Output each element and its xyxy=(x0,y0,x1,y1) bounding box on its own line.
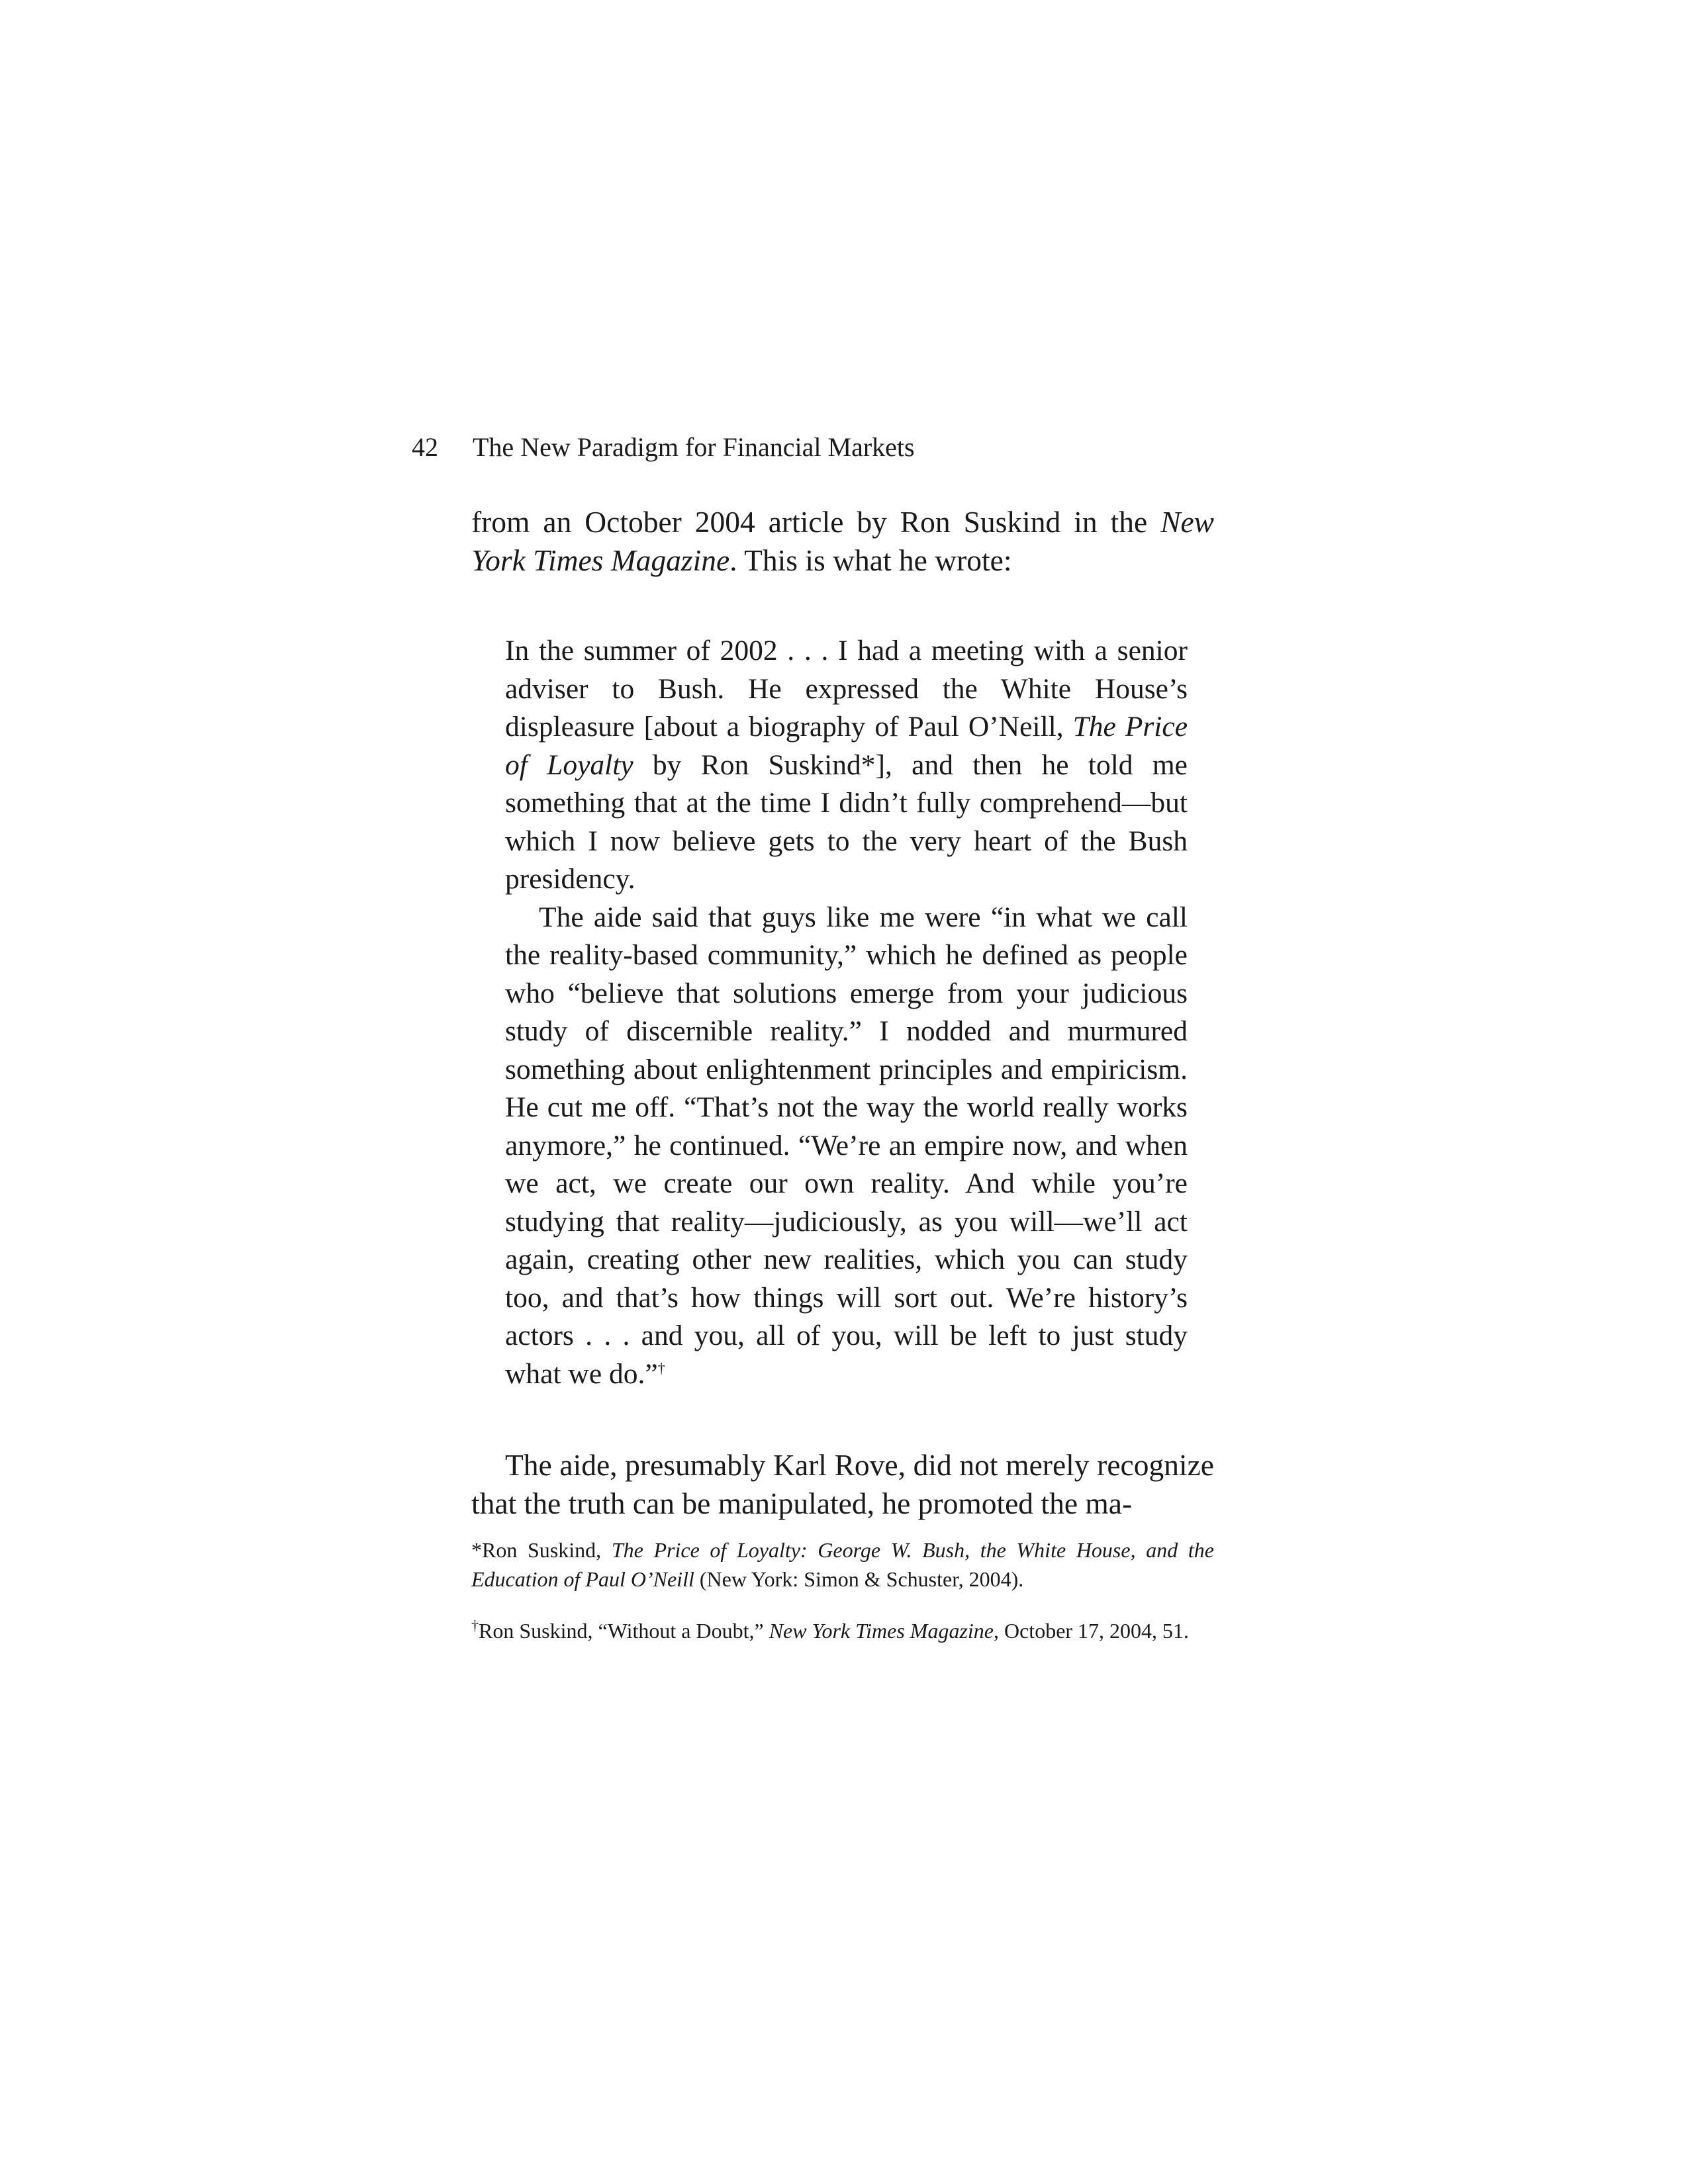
intro-paragraph xyxy=(471,503,1214,579)
footnote-reference-dagger: † xyxy=(657,1359,665,1376)
footnotes xyxy=(471,1535,1214,1668)
footnote-2 xyxy=(471,1616,1214,1645)
closing-text: The aide, presumably Karl Rove, did not merely recognize that the truth can be manipulated, he promoted the ma- xyxy=(471,1448,1214,1520)
footnote-1-italic-title: The Price of Loyalty: George W. Bush, the White House, and the Education of Paul O’Neill xyxy=(471,1538,1215,1591)
footnote-1-text-2: (New York: Simon & Schuster, 2004). xyxy=(694,1567,1024,1591)
footnote-2-mark: † xyxy=(471,1617,479,1634)
quote-paragraph-2 xyxy=(505,899,1188,1394)
quote-paragraph-1 xyxy=(505,632,1188,899)
footnote-2-text-2: , October 17, 2004, 51. xyxy=(993,1619,1190,1643)
footnote-1 xyxy=(471,1535,1214,1594)
quote-p1-text-2: by Ron Suskind*], and then he told me something that at the time I didn’t fully comprehend—but which I now believe gets to the very heart of the Bush presidency. xyxy=(505,749,1188,895)
running-head-title: The New Paradigm for Financial Markets xyxy=(473,432,915,462)
closing-paragraph xyxy=(471,1446,1214,1522)
quote-p1-italic-title: The Price of Loyalty xyxy=(505,711,1188,781)
intro-italic-title: New York Times Magazine xyxy=(471,505,1214,577)
quote-p1-text-1: In the summer of 2002 . . . I had a meeting with a senior adviser to Bush. He expressed the White House’s displeasure [about a biography of Paul O’Neill, xyxy=(505,635,1188,743)
footnote-1-text-1: Ron Suskind, xyxy=(482,1538,612,1562)
footnote-2-italic-title: New York Times Magazine xyxy=(769,1619,994,1643)
block-quote xyxy=(505,632,1188,1393)
intro-text-2: . This is what he wrote: xyxy=(729,543,1012,577)
page-number: 42 xyxy=(412,432,438,462)
running-head xyxy=(412,432,915,463)
footnote-1-mark: * xyxy=(471,1538,482,1562)
intro-text-1: from an October 2004 article by Ron Suskind in the xyxy=(471,505,1161,539)
quote-p2-text: The aide said that guys like me were “in what we call the reality-based community,” which he defined as people who “believe that solutions emerge from your judicious study of discernible reality.” I nodded and murmured something about enlightenment principles and empiricism. He cut me off. “That’s not the way the world really works anymore,” he continued. “We’re an empire now, and when we act, we create our own reality. And while you’re studying that reality—judiciously, as you will—we’ll act again, creating other new realities, which you can study too, and that’s how things will sort out. We’re history’s actors . . . and you, all of you, will be left to just study what we do.” xyxy=(505,901,1188,1390)
main-text xyxy=(471,503,1214,1522)
footnote-2-text-1: Ron Suskind, “Without a Doubt,” xyxy=(479,1619,769,1643)
